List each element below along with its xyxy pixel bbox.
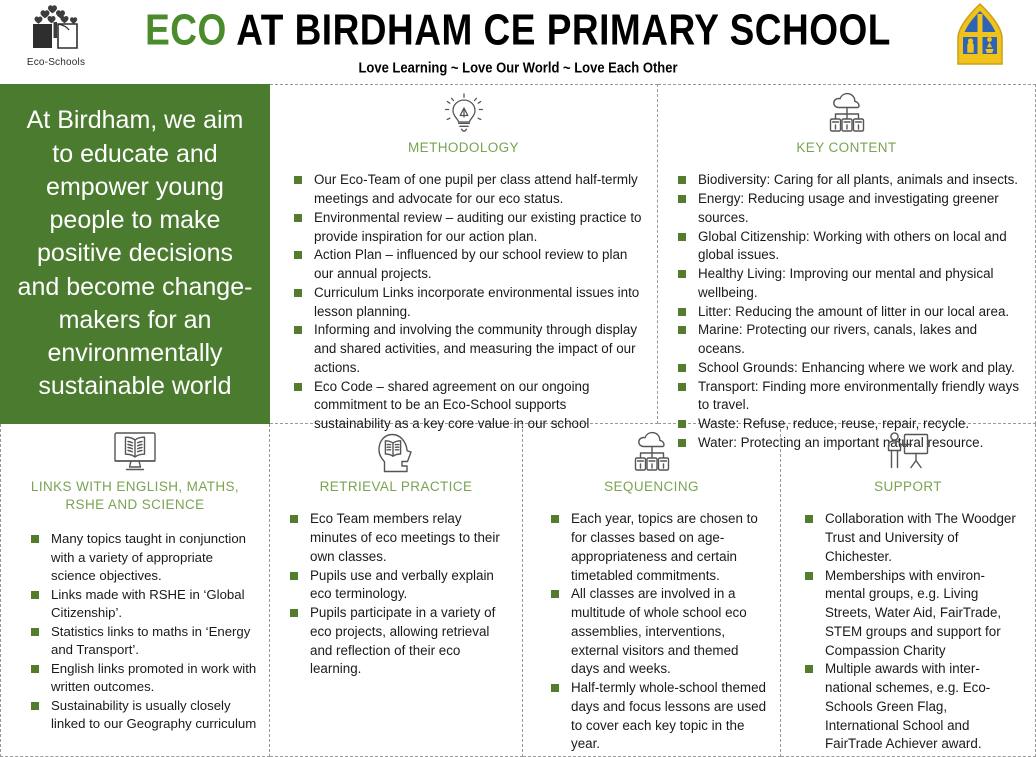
title-block [112, 0, 924, 75]
page-subtitle: Love Learning ~ Love Our World ~ Love Each Other [358, 59, 678, 76]
list-item: Biodiversity: Caring for all plants, animals and insects. [676, 171, 1023, 190]
section-title-sequencing: SEQUENCING [604, 479, 699, 494]
section-sequencing [523, 424, 781, 757]
list-item: Waste: Refuse, reduce, reuse, repair, recycle. [676, 415, 1023, 434]
cloud-network-icon [533, 430, 770, 474]
list-item: Marine: Protecting our rivers, canals, lakes and oceans. [676, 321, 1023, 359]
list-item: Our Eco-Team of one pupil per class attend half-termly meetings and advocate for our eco status. [292, 171, 645, 209]
section-methodology [270, 84, 658, 432]
section-title-key-content: KEY CONTENT [796, 140, 897, 155]
lightbulb-glyph [439, 91, 489, 135]
content-grid [0, 84, 1036, 757]
top-row [0, 84, 1036, 450]
list-item: Environmental review – auditing our existing practice to provide inspiration for our action plan. [292, 209, 645, 247]
mission-statement-text: At Birdham, we aim to educate and empower young people to make positive decisions and become change-makers for an environmentally sustainable world [17, 106, 253, 401]
list-item: Litter: Reducing the amount of litter in our local area. [676, 303, 1023, 322]
list-item: Curriculum Links incorporate environmental issues into lesson planning. [292, 284, 645, 322]
list-item: Multiple awards with inter-national schemes, e.g. Eco-Schools Green Flag, International School and FairTrade Achiever award. [803, 660, 1023, 754]
list-item: Sustainability is usually closely linked to our Geography curriculum [29, 697, 257, 734]
section-title-methodology: METHODOLOGY [408, 140, 519, 155]
cloud-network-glyph [627, 430, 677, 474]
list-item: Water: Protecting an important natural resource. [676, 434, 1023, 453]
presenter-board-icon [791, 430, 1025, 474]
section-support [781, 424, 1036, 757]
list-item: School Grounds: Enhancing where we work and play. [676, 359, 1023, 378]
list-item: Energy: Reducing usage and investigating greener sources. [676, 190, 1023, 228]
list-item: All classes are involved in a multitude of whole school eco assemblies, interventions, external visitors and themed days and weeks. [549, 585, 768, 679]
support-bullet-list [791, 510, 1025, 754]
list-item: Eco Team members relay minutes of eco meetings to their own classes. [288, 510, 510, 566]
links-bullet-list [11, 530, 259, 733]
presenter-board-glyph [882, 430, 934, 474]
poster-header [0, 0, 1036, 84]
birdham-school-crest [924, 0, 1036, 68]
section-title-retrieval-practice: RETRIEVAL PRACTICE [319, 479, 473, 494]
methodology-bullet-list [280, 171, 647, 434]
section-title-support: SUPPORT [874, 479, 942, 494]
school-crest-icon [950, 2, 1010, 68]
list-item: Half-termly whole-school themed days and focus lessons are used to cover each key topic in the year. [549, 679, 768, 754]
list-item: Transport: Finding more environmentally friendly ways to travel. [676, 378, 1023, 416]
cloud-network-icon [668, 91, 1025, 135]
list-item: Informing and involving the community through display and shared activities, and measuring the impact of our actions. [292, 321, 645, 377]
head-with-book-glyph [371, 430, 421, 474]
list-item: Global Citizenship: Working with others on local and global issues. [676, 228, 1023, 266]
list-item: Each year, topics are chosen to for classes based on age-appropriateness and certain timetabled commitments. [549, 510, 768, 585]
list-item: Healthy Living: Improving our mental and physical wellbeing. [676, 265, 1023, 303]
list-item: Action Plan – influenced by our school review to plan our annual projects. [292, 246, 645, 284]
mission-statement-panel [0, 84, 270, 424]
list-item: Pupils use and verbally explain eco terminology. [288, 567, 510, 605]
sequencing-bullet-list [533, 510, 770, 754]
eco-schools-logo [0, 0, 112, 68]
page-title-eco: ECO [145, 5, 227, 55]
list-item: Eco Code – shared agreement on our ongoing commitment to be an Eco-School supports sustainability as a key core value in our school [292, 378, 645, 434]
section-links [0, 424, 270, 757]
list-item: Pupils participate in a variety of eco projects, allowing retrieval and reflection of their eco learning. [288, 604, 510, 679]
head-with-book-icon [280, 430, 512, 474]
retrieval-bullet-list [280, 510, 512, 679]
eco-schools-book-tree-icon [28, 4, 84, 56]
bottom-row [0, 424, 1036, 757]
section-title-links: LINKS WITH ENGLISH, MATHS, RSHE AND SCIENCE [30, 479, 240, 513]
book-on-monitor-glyph [109, 430, 161, 474]
list-item: Collaboration with The Woodger Trust and University of Chichester. [803, 510, 1023, 566]
list-item: Statistics links to maths in ‘Energy and Transport’. [29, 623, 257, 660]
key-content-bullet-list [668, 171, 1025, 452]
section-key-content [658, 84, 1036, 450]
section-retrieval-practice [270, 424, 523, 757]
cloud-network-glyph [822, 91, 872, 135]
eco-schools-logo-caption: Eco-Schools [26, 57, 86, 68]
list-item: Links made with RSHE in ‘Global Citizenship’. [29, 586, 257, 623]
lightbulb-icon [280, 91, 647, 135]
list-item: Many topics taught in conjunction with a variety of appropriate science objectives. [29, 530, 257, 585]
page-title [112, 5, 924, 55]
book-on-monitor-icon [11, 430, 259, 474]
list-item: English links promoted in work with written outcomes. [29, 660, 257, 697]
page-title-rest: AT BIRDHAM CE PRIMARY SCHOOL [226, 5, 891, 55]
list-item: Memberships with environ-mental groups, e.g. Living Streets, Water Aid, FairTrade, STEM groups and support for Compassion Charity [803, 567, 1023, 661]
